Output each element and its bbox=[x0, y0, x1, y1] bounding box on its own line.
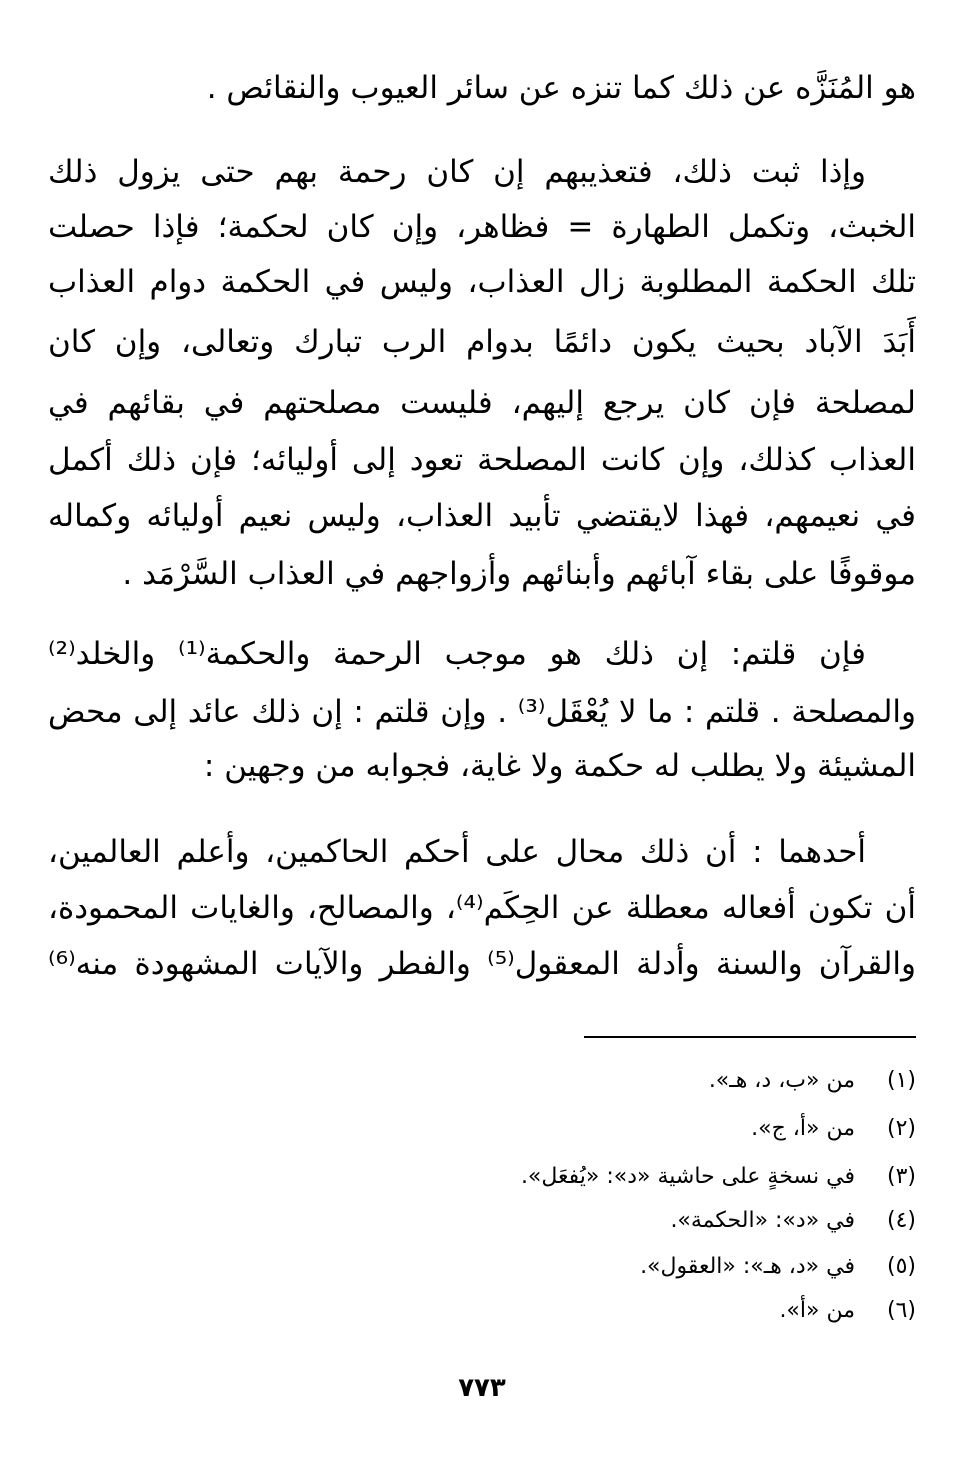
footnote-text: في نسخةٍ على حاشية «د»: «يُفعَل». bbox=[520, 1164, 855, 1189]
footnote-separator bbox=[584, 1036, 916, 1038]
footnote bbox=[48, 1292, 916, 1330]
paragraph-first-line: فإن قلتم: إن ذلك هو موجب الرحمة والحكمة⁽¹⁾ والخلد⁽²⁾ bbox=[48, 636, 867, 672]
footnote bbox=[48, 1202, 916, 1240]
footnote bbox=[48, 1110, 916, 1148]
footnote-number: (٣) bbox=[886, 1164, 916, 1189]
body-line: الخبث، وتكمل الطهارة = فظاهر، وإن كان لحكمة؛ فإذا حصلت bbox=[48, 209, 916, 245]
footnote-number: (١) bbox=[886, 1068, 916, 1093]
footnote bbox=[48, 1248, 916, 1286]
body-line: تلك الحكمة المطلوبة زال العذاب، وليس في الحكمة دوام العذاب bbox=[48, 264, 916, 300]
footnote-text: من «أ، ج». bbox=[751, 1116, 855, 1141]
body-line: هو المُنَزَّه عن ذلك كما تنزه عن سائر العيوب والنقائص . bbox=[206, 70, 916, 106]
footnote-text: في «د»: «الحكمة». bbox=[670, 1208, 855, 1233]
footnote-number: (٥) bbox=[886, 1254, 916, 1279]
footnote bbox=[48, 1158, 916, 1196]
body-line: والمصلحة . قلتم : ما لا يُعْقَل⁽³⁾ . وإن قلتم : إن ذلك عائد إلى محض bbox=[48, 694, 916, 730]
page-number: ٧٧٣ bbox=[458, 1373, 506, 1403]
footnote-text: من «أ». bbox=[779, 1298, 855, 1323]
body-line: والقرآن والسنة وأدلة المعقول⁽⁵⁾ والفطر والآيات المشهودة منه⁽⁶⁾ bbox=[48, 946, 916, 982]
footnote-text: في «د، هـ»: «العقول». bbox=[640, 1254, 855, 1279]
footnote-number: (٦) bbox=[886, 1298, 916, 1323]
footnote-number: (٤) bbox=[886, 1208, 916, 1233]
body-line: أَبَدَ الآباد بحيث يكون دائمًا بدوام الرب تبارك وتعالى، وإن كان bbox=[48, 324, 916, 360]
paragraph-first-line: وإذا ثبت ذلك، فتعذيبهم إن كان رحمة بهم حتى يزول ذلك bbox=[48, 154, 866, 190]
body-line: لمصلحة فإن كان يرجع إليهم، فليست مصلحتهم في بقائهم في bbox=[48, 385, 916, 421]
body-line: أن تكون أفعاله معطلة عن الحِكَم⁽⁴⁾، والمصالح، والغايات المحمودة، bbox=[48, 890, 916, 926]
footnote-text: من «ب، د، هـ». bbox=[708, 1068, 855, 1093]
footnote bbox=[48, 1062, 916, 1100]
body-line: في نعيمهم، فهذا لايقتضي تأبيد العذاب، وليس نعيم أوليائه وكماله bbox=[48, 498, 916, 534]
footnote-number: (٢) bbox=[886, 1116, 916, 1141]
body-line: العذاب كذلك، وإن كانت المصلحة تعود إلى أوليائه؛ فإن ذلك أكمل bbox=[48, 442, 916, 478]
body-line: المشيئة ولا يطلب له حكمة ولا غاية، فجوابه من وجهين : bbox=[203, 748, 916, 784]
body-line: موقوفًا على بقاء آبائهم وأبنائهم وأزواجهم في العذاب السَّرْمَد . bbox=[122, 556, 916, 592]
paragraph-first-line: أحدهما : أن ذلك محال على أحكم الحاكمين، وأعلم العالمين، bbox=[48, 834, 866, 870]
